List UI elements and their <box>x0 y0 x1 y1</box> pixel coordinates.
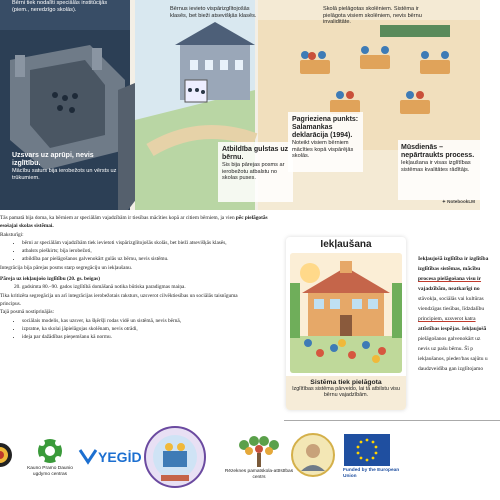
panel-caption-3-title: Pagrieziena punkts: Salamankas deklarācija (1994). <box>292 116 359 139</box>
list-item: • bērni ar speciālām vajadzībām tiek ievietoti vispārizglītojošās skolās, bet bieži atsevišķās klasēs, <box>22 239 278 247</box>
doc-paragraph-3b: principus. <box>0 300 22 307</box>
portrait-logo-icon <box>291 433 335 477</box>
yegid-logo-label: YEGİD <box>98 449 142 465</box>
notebooklm-brand: ✦ NotebookLM <box>442 199 475 204</box>
kaunas-logo-icon <box>28 434 72 468</box>
tree-logo <box>224 433 294 469</box>
list-item: • atbalsts pieškirts; bija ierobežoti, <box>22 247 278 255</box>
document-body <box>0 214 278 384</box>
rtext-line-5: viendzīgas tiesības, līdzdalību <box>418 306 485 312</box>
doc-list-2 <box>0 317 278 342</box>
panel-caption-4-text: Iekļaušana ir visas izglītības sistēmas kvalitātes rādītājs. <box>401 160 471 173</box>
list-item: • sociālais modelis, kas uzsver, ka šķēršļi rodas vidē un sistēmā, nevis bērnā, <box>22 317 278 325</box>
kaunas-logo-text: Kauno Pramo Daunio ugdymo centras <box>27 466 73 477</box>
panel-caption-4 <box>401 144 479 173</box>
panel-caption-1 <box>12 152 117 181</box>
inclusion-card <box>286 237 406 410</box>
notebooklm-brand-label: NotebookLM <box>447 199 475 204</box>
tree-logo-icon <box>224 433 294 469</box>
rtext-line-2: procesa pielāgošana visu ir <box>418 276 482 282</box>
yegid-logo <box>78 446 142 468</box>
doc-intro-bold: pēc pielāgotās esošajai skolas sistēmai. <box>0 215 268 230</box>
doc-raksturs: Raksturīgi: <box>0 231 24 238</box>
school-illustration <box>290 253 402 373</box>
card-footer <box>286 376 406 410</box>
panel-caption-2-text: Sis bija pārejas posms ar ierobežotu atbalstu no skolas puses. <box>222 162 285 182</box>
eu-funded-text: Funded by the European Union <box>343 468 400 479</box>
panel-caption-3 <box>292 116 364 160</box>
doc-intro-text: Tās pamatā bija doma, ka bērniem ar speciālām vajadzībām ir tiesības mācīties kopā ar citiem bērniem, ja vien <box>0 215 235 221</box>
divider-line <box>284 420 500 421</box>
rezeknes-logo-text: Rēzeknes pamatskola-attīstības centrs <box>224 469 294 480</box>
list-item: • izpratne, ka skolai jāpielāgojas skolēnam, nevis otrādi, <box>22 325 278 333</box>
list-item: • ideja par dažādības pieņemšanu kā normu. <box>22 333 278 341</box>
rtext-line-3: vajadzībām, neatkarīgi no <box>418 286 480 292</box>
doc-list-1 <box>0 239 278 264</box>
panel-top-text-2: Bērnus ievieto vispārizglītojošās klasēs, bet bieži atsevišķās klasēs. <box>170 6 257 19</box>
panel-caption-3-text: Noteikt visiem bērniem mācīties kopā vispārējās skolās. <box>292 140 354 160</box>
doc-paragraph-4: Tajā posmā nostiprinājās: <box>0 309 55 316</box>
rtext-line-4: stāvokļa, sociālās vai kultūras <box>418 296 484 302</box>
doc-intro <box>0 214 278 231</box>
panel-caption-2 <box>222 146 292 182</box>
school-drawing <box>290 253 402 373</box>
rtext-line-6: principiem, uzsverot katra <box>418 316 476 322</box>
panel-top-text-3: Skolā pielāgotas skolēniem. Sistēma ir pielāgota visiem skolēniem, nevis bērnu invaliditāte. <box>323 6 422 26</box>
rtext-line-9: nevis uz pašu bērnu. Šī p <box>418 346 473 352</box>
partial-logo-icon <box>0 438 12 472</box>
rtext-line-10: iekļaušanos, pieder/bas sajūtu u <box>418 356 488 362</box>
panel-caption-1-text: Mācību saturs bija ierobežots un vērsts uz trūkumiem. <box>12 168 117 181</box>
eu-stars-icon <box>344 434 390 466</box>
panel-caption-4-title: Mūsdienās – nepārtraukts process. <box>401 144 475 159</box>
rtext-line-7: attīstības iespējas. Iekļaujošā <box>418 326 487 332</box>
seal-logo <box>143 425 207 489</box>
doc-paragraph-3: Tika kritizēta segregācija un arī integrācijas ierobežotais raksturs, uzsverot cilvēktiesības un sociālās taisnīguma <box>0 292 238 299</box>
panel-caption-2-title: Atbildība gulstas uz bērnu. <box>222 146 289 161</box>
infographic-image <box>0 0 480 210</box>
right-text-column <box>418 254 500 414</box>
card-footer-text: Izglītības sistēma pārveido, lai tā atbilstu visu bērnu vajadzībām. <box>292 386 400 399</box>
rtext-line-0: Iekļaujošā izglītība ir izglītība <box>418 256 489 262</box>
doc-heading-2: Pāreja uz iekļaujošo izglītību (20. gs. beigas) <box>0 276 100 283</box>
doc-paragraph-2: 20. gadsimta 80.–90. gados izglītībā domāšanā notika būtiska paradigmas maiņa. <box>14 284 186 291</box>
rtext-line <box>418 254 500 264</box>
card-footer-title: Sistēma tiek pielāgota <box>310 379 382 386</box>
panel-top-text-1: Bērni tiek nodalīti speciālās institūcijās (piem., neredzīgo skolās). <box>12 0 108 13</box>
kaunas-logo <box>28 434 72 486</box>
rtext-line-1: izglītības sistēmas, mācību <box>418 266 481 272</box>
seal-logo-icon <box>143 425 207 489</box>
rtext-line-11: daudzveidība gan izglītojamo <box>418 366 484 372</box>
list-item: • atbildība par pielāgošanos galvenokārt gulās uz bērnu, nevis sistēmu. <box>22 255 278 263</box>
partial-logo-left <box>0 438 12 472</box>
doc-summary: Integrācija bija pārejas posms starp segregāciju un iekļaušanu. <box>0 264 133 271</box>
card-title: Iekļaušana <box>320 239 372 250</box>
eu-flag <box>344 434 390 466</box>
rtext-line-8: pielāgošanos galvenokārt uz <box>418 336 481 342</box>
panel-caption-1-title: Uzsvars uz aprūpi, nevis izglītību. <box>12 152 94 167</box>
portrait-logo <box>291 433 335 477</box>
